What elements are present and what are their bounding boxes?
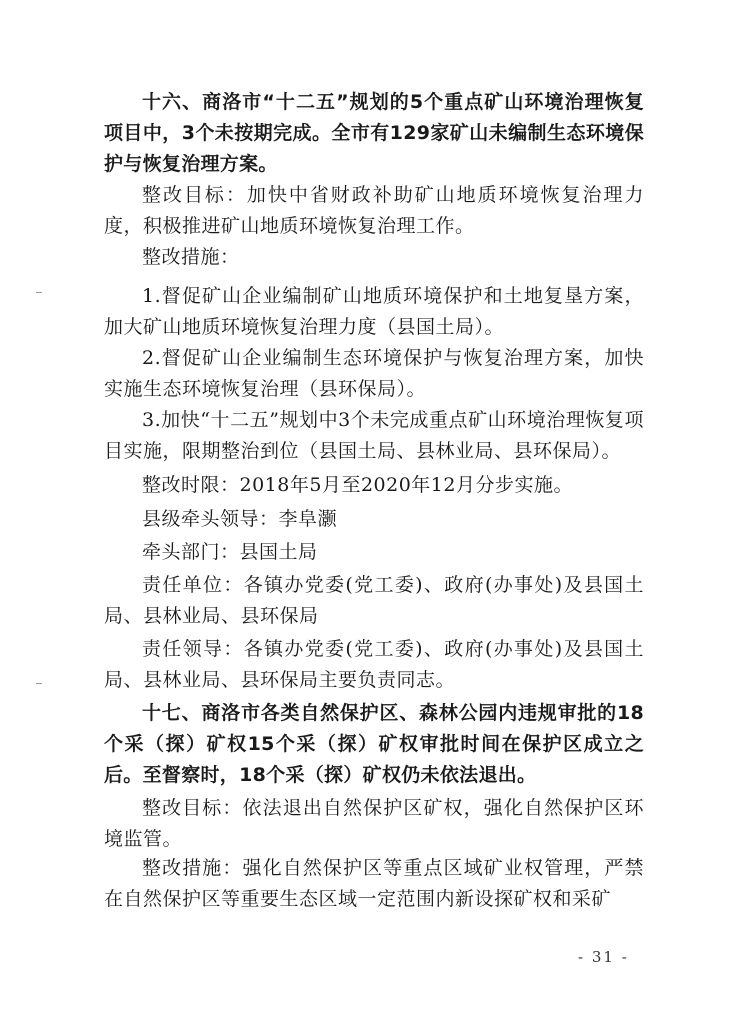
scan-mark <box>36 683 42 684</box>
section-heading-17: 十七、商洛市各类自然保护区、森林公园内违规审批的18个采（探）矿权15个采（探）矿权审批时间在保护区成立之后。至督察时，18个采（探）矿权仍未依法退出。 <box>104 702 644 786</box>
page-number: - 31 - <box>578 948 629 966</box>
rectification-goal: 整改目标：加快中省财政补助矿山地质环境恢复治理力度，积极推进矿山地质环境恢复治理工作。 <box>104 184 644 237</box>
rectification-goal-17: 整改目标：依法退出自然保护区矿权，强化自然保护区环境监管。 <box>104 797 644 850</box>
responsible-units: 责任单位：各镇办党委(党工委)、政府(办事处)及县国土局、县林业局、县环保局 <box>104 574 644 627</box>
rectification-measures-label: 整改措施： <box>142 246 240 268</box>
rectification-measures-17: 整改措施：强化自然保护区等重点区域矿业权管理，严禁在自然保护区等重要生态区域一定范围内新设探矿权和采矿 <box>104 857 644 910</box>
rectification-deadline: 整改时限：2018年5月至2020年12月分步实施。 <box>142 474 573 496</box>
section-heading-16: 十六、商洛市“十二五”规划的5个重点矿山环境治理恢复项目中，3个未按期完成。全市有129家矿山未编制生态环境保护与恢复治理方案。 <box>104 91 644 175</box>
measure-item-3: 3.加快“十二五”规划中3个未完成重点矿山环境治理恢复项目实施，限期整治到位（县国土局、县林业局、县环保局）。 <box>104 409 644 462</box>
measure-item-2: 2.督促矿山企业编制生态环境保护与恢复治理方案，加快实施生态环境恢复治理（县环保局）。 <box>104 347 644 400</box>
county-leader: 县级牵头领导：李阜灏 <box>142 508 338 530</box>
lead-department: 牵头部门：县国土局 <box>142 541 318 563</box>
scan-mark <box>36 292 42 293</box>
measure-item-1: 1.督促矿山企业编制矿山地质环境保护和土地复垦方案，加大矿山地质环境恢复治理力度（县国土局）。 <box>104 285 644 338</box>
responsible-leaders: 责任领导：各镇办党委(党工委)、政府(办事处)及县国土局、县林业局、县环保局主要负责同志。 <box>104 638 644 691</box>
